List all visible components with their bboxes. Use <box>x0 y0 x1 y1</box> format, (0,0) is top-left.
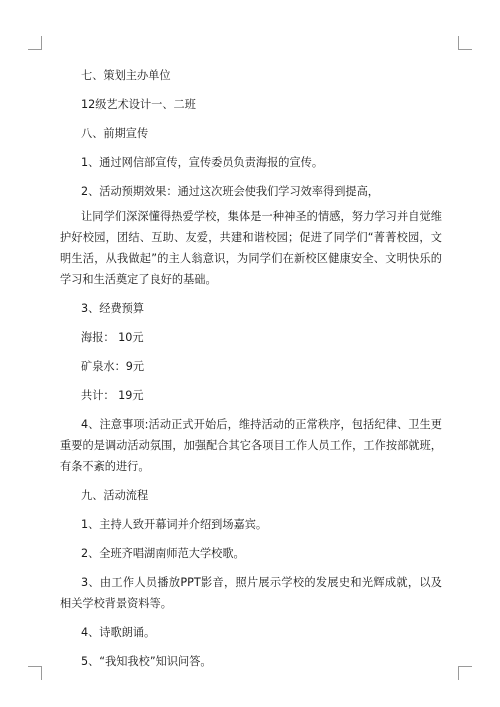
crop-mark-top-left <box>28 36 42 50</box>
process-step-4: 4、诗歌朗诵。 <box>81 626 156 639</box>
section-heading-process: 九、活动流程 <box>81 489 149 502</box>
expected-effect-paragraph: 让同学们深深懂得热爱学校，集体是一种神圣的情感，努力学习并自觉维护好校园，团结、互助、友爱，共建和谐校园；促进了同学们“菁菁校园，文明生活，从我做起”的主人翁意识，为同学们在新校区健康安全、文明快乐的学习和生活奠定了良好的基础。 <box>60 210 442 286</box>
process-step-1: 1、主持人致开幕词并介绍到场嘉宾。 <box>81 518 268 531</box>
organizer-text: 12级艺术设计一、二班 <box>81 98 196 111</box>
crop-mark-bottom-right <box>458 666 472 680</box>
crop-mark-bottom-left <box>28 666 42 680</box>
process-step-5: 5、“我知我校”知识问答。 <box>81 655 212 668</box>
document-body <box>60 65 442 680</box>
process-step-2: 2、全班齐唱湖南师范大学校歌。 <box>81 547 245 560</box>
publicity-item-2: 2、活动预期效果：通过这次班会使我们学习效率得到提高， <box>81 185 379 198</box>
section-heading-publicity: 八、前期宣传 <box>81 127 149 140</box>
notes-paragraph: 4、注意事项:活动正式开始后，维持活动的正常秩序，包括纪律、卫生更重要的是调动活动氛围，加强配合其它各项目工作人员工作，工作按部就班，有条不紊的进行。 <box>60 418 442 473</box>
budget-heading: 3、经费预算 <box>81 302 145 315</box>
publicity-item-1: 1、通过网信部宣传，宣传委员负责海报的宣传。 <box>81 156 324 169</box>
budget-total: 共计： 19元 <box>81 389 144 402</box>
process-step-3: 3、由工作人员播放PPT影音，照片展示学校的发展史和光辉成就，以及相关学校背景资料等。 <box>60 576 442 610</box>
crop-mark-top-right <box>458 36 472 50</box>
budget-water: 矿泉水：9元 <box>81 360 145 373</box>
section-heading-organizer: 七、策划主办单位 <box>81 69 171 82</box>
budget-poster: 海报： 10元 <box>81 331 144 344</box>
